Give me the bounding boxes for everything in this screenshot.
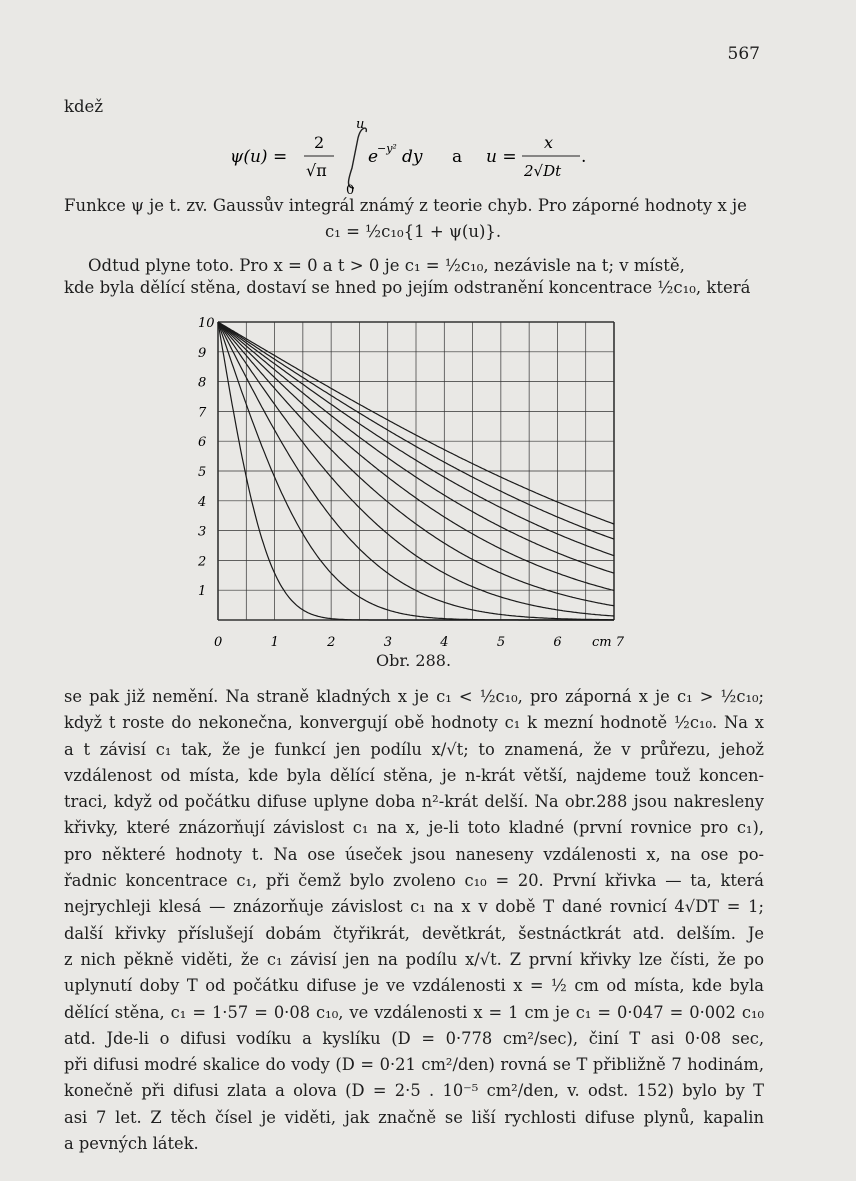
diffusion-chart — [190, 312, 640, 652]
paragraph-line: při difusi modré skalice do vody (D = 0·21 cm²/den) rovná se T přibližně 7 hodinám, — [64, 1055, 764, 1075]
formula-lhs: ψ(u) = — [230, 147, 288, 167]
page-number: 567 — [727, 44, 760, 64]
equation-c1: c₁ = ½c₁₀{1 + ψ(u)}. — [325, 222, 502, 241]
paragraph-line: a t závisí c₁ tak, že je funkcí jen podílu x/√t; to znamená, že v průřezu, jehož — [64, 739, 764, 759]
integral-upper: u — [356, 118, 365, 132]
x-tick-label: 6 — [553, 635, 562, 650]
x-tick-label: 3 — [383, 635, 392, 650]
y-axis-labels — [197, 316, 215, 599]
x-tick-label: 0 — [214, 635, 223, 650]
y-tick-label: 1 — [198, 584, 207, 600]
body-paragraph — [64, 684, 764, 1157]
formula-coef-num: 2 — [314, 133, 325, 152]
paragraph-line: konečně při difusi zlata a olova (D = 2·5 . 10⁻⁵ cm²/den, v. odst. 152) bylo by T — [64, 1081, 764, 1101]
y-tick-label: 3 — [198, 524, 207, 540]
sentence-gauss: Funkce ψ je t. zv. Gaussův integrál známý z teorie chyb. Pro záporné hodnoty x je — [64, 196, 747, 215]
y-tick-label: 9 — [198, 345, 207, 361]
paragraph-line: se pak již nemění. Na straně kladných x je c₁ < ½c₁₀, pro záporná x je c₁ > ½c₁₀; — [64, 687, 764, 706]
u-equals: u = — [486, 147, 517, 167]
y-tick-label: 5 — [198, 465, 207, 480]
x-tick-label: 4 — [440, 635, 449, 650]
y-tick-label: 6 — [198, 435, 207, 451]
paragraph-line: uplynutí doby T od počátku difuse je ve vzdálenosti x = ½ cm od místa, kde byla — [64, 976, 764, 996]
paragraph-line: pro některé hodnoty t. Na ose úseček jsou naneseny vzdálenosti x, na ose po- — [64, 844, 764, 864]
y-tick-label: 8 — [198, 375, 207, 391]
paragraph-line: řadnic koncentrace c₁, při čemž bylo zvoleno c₁₀ = 20. První křivka — ta, která — [64, 871, 764, 891]
u-end: . — [581, 147, 587, 167]
u-denominator: 2√Dt — [524, 162, 562, 180]
paragraph-line: další křivky příslušejí dobám čtyřikrát, devětkrát, šestnáctkrát atd. delším. Je — [64, 923, 764, 943]
paragraph-line: když t roste do nekonečna, konvergují obě hodnoty c₁ k mezní hodnotě ½c₁₀. Na x — [64, 713, 764, 733]
x-tick-label: 2 — [327, 635, 336, 650]
sentence-odtud: Odtud plyne toto. Pro x = 0 a t > 0 je c₁ = ½c₁₀, nezávisle na t; v místě, — [88, 256, 685, 275]
x-tick-label: cm 7 — [592, 635, 625, 650]
y-tick-label: 7 — [198, 405, 207, 421]
u-numerator: x — [544, 133, 554, 152]
y-tick-label: 2 — [198, 554, 207, 570]
paragraph-line: atd. Jde-li o difusi vodíku a kyslíku (D = 0·778 cm²/sec), činí T asi 0·08 sec, — [64, 1028, 764, 1048]
intro-word: kdež — [64, 97, 104, 116]
integrand: e — [368, 147, 379, 167]
exponent: −y² — [377, 142, 397, 155]
sentence-kde: kde byla dělící stěna, dostaví se hned po jejím odstranění koncentrace ½c₁₀, která — [64, 278, 751, 297]
formula-psi — [230, 118, 630, 198]
paragraph-line: asi 7 let. Z těch čísel je viděti, jak značně se liší rychlosti difuse plynů, kapalin — [64, 1107, 764, 1127]
paragraph-line: křivky, které znázorňují závislost c₁ na x, je-li toto kladné (první rovnice pro c₁), — [64, 818, 764, 838]
integral-lower: 0 — [346, 183, 355, 198]
x-tick-label: 1 — [270, 635, 279, 650]
x-axis-labels — [214, 635, 625, 650]
y-tick-label: 4 — [198, 494, 207, 510]
formula-coef-den: √π — [306, 161, 327, 180]
chart-grid — [218, 322, 614, 620]
integral-sign — [349, 128, 367, 188]
differential: dy — [402, 147, 423, 167]
figure-caption: Obr. 288. — [376, 651, 452, 670]
x-tick-label: 5 — [496, 635, 506, 650]
paragraph-line: vzdálenost od místa, kde byla dělící stěna, je n-krát větší, najdeme touž koncen- — [64, 765, 764, 785]
paragraph-line: z nich pěkně viděti, že c₁ závisí jen na podílu x/√t. Z první křivky lze čísti, že po — [64, 949, 764, 969]
paragraph-line: a pevných látek. — [64, 1134, 199, 1154]
paragraph-line: nejrychleji klesá — znázorňuje závislost c₁ na x v době T dané rovnicí 4√DT = 1; — [64, 897, 764, 917]
paragraph-line: dělící stěna, c₁ = 1·57 = 0·08 c₁₀, ve vzdálenosti x = 1 cm je c₁ = 0·047 = 0·002 c₁₀ — [64, 1002, 764, 1022]
conjunction: a — [452, 147, 463, 167]
y-tick-label: 10 — [198, 316, 215, 331]
paragraph-line: traci, když od počátku difuse uplyne doba n²-krát delší. Na obr.288 jsou nakresleny — [64, 792, 764, 812]
